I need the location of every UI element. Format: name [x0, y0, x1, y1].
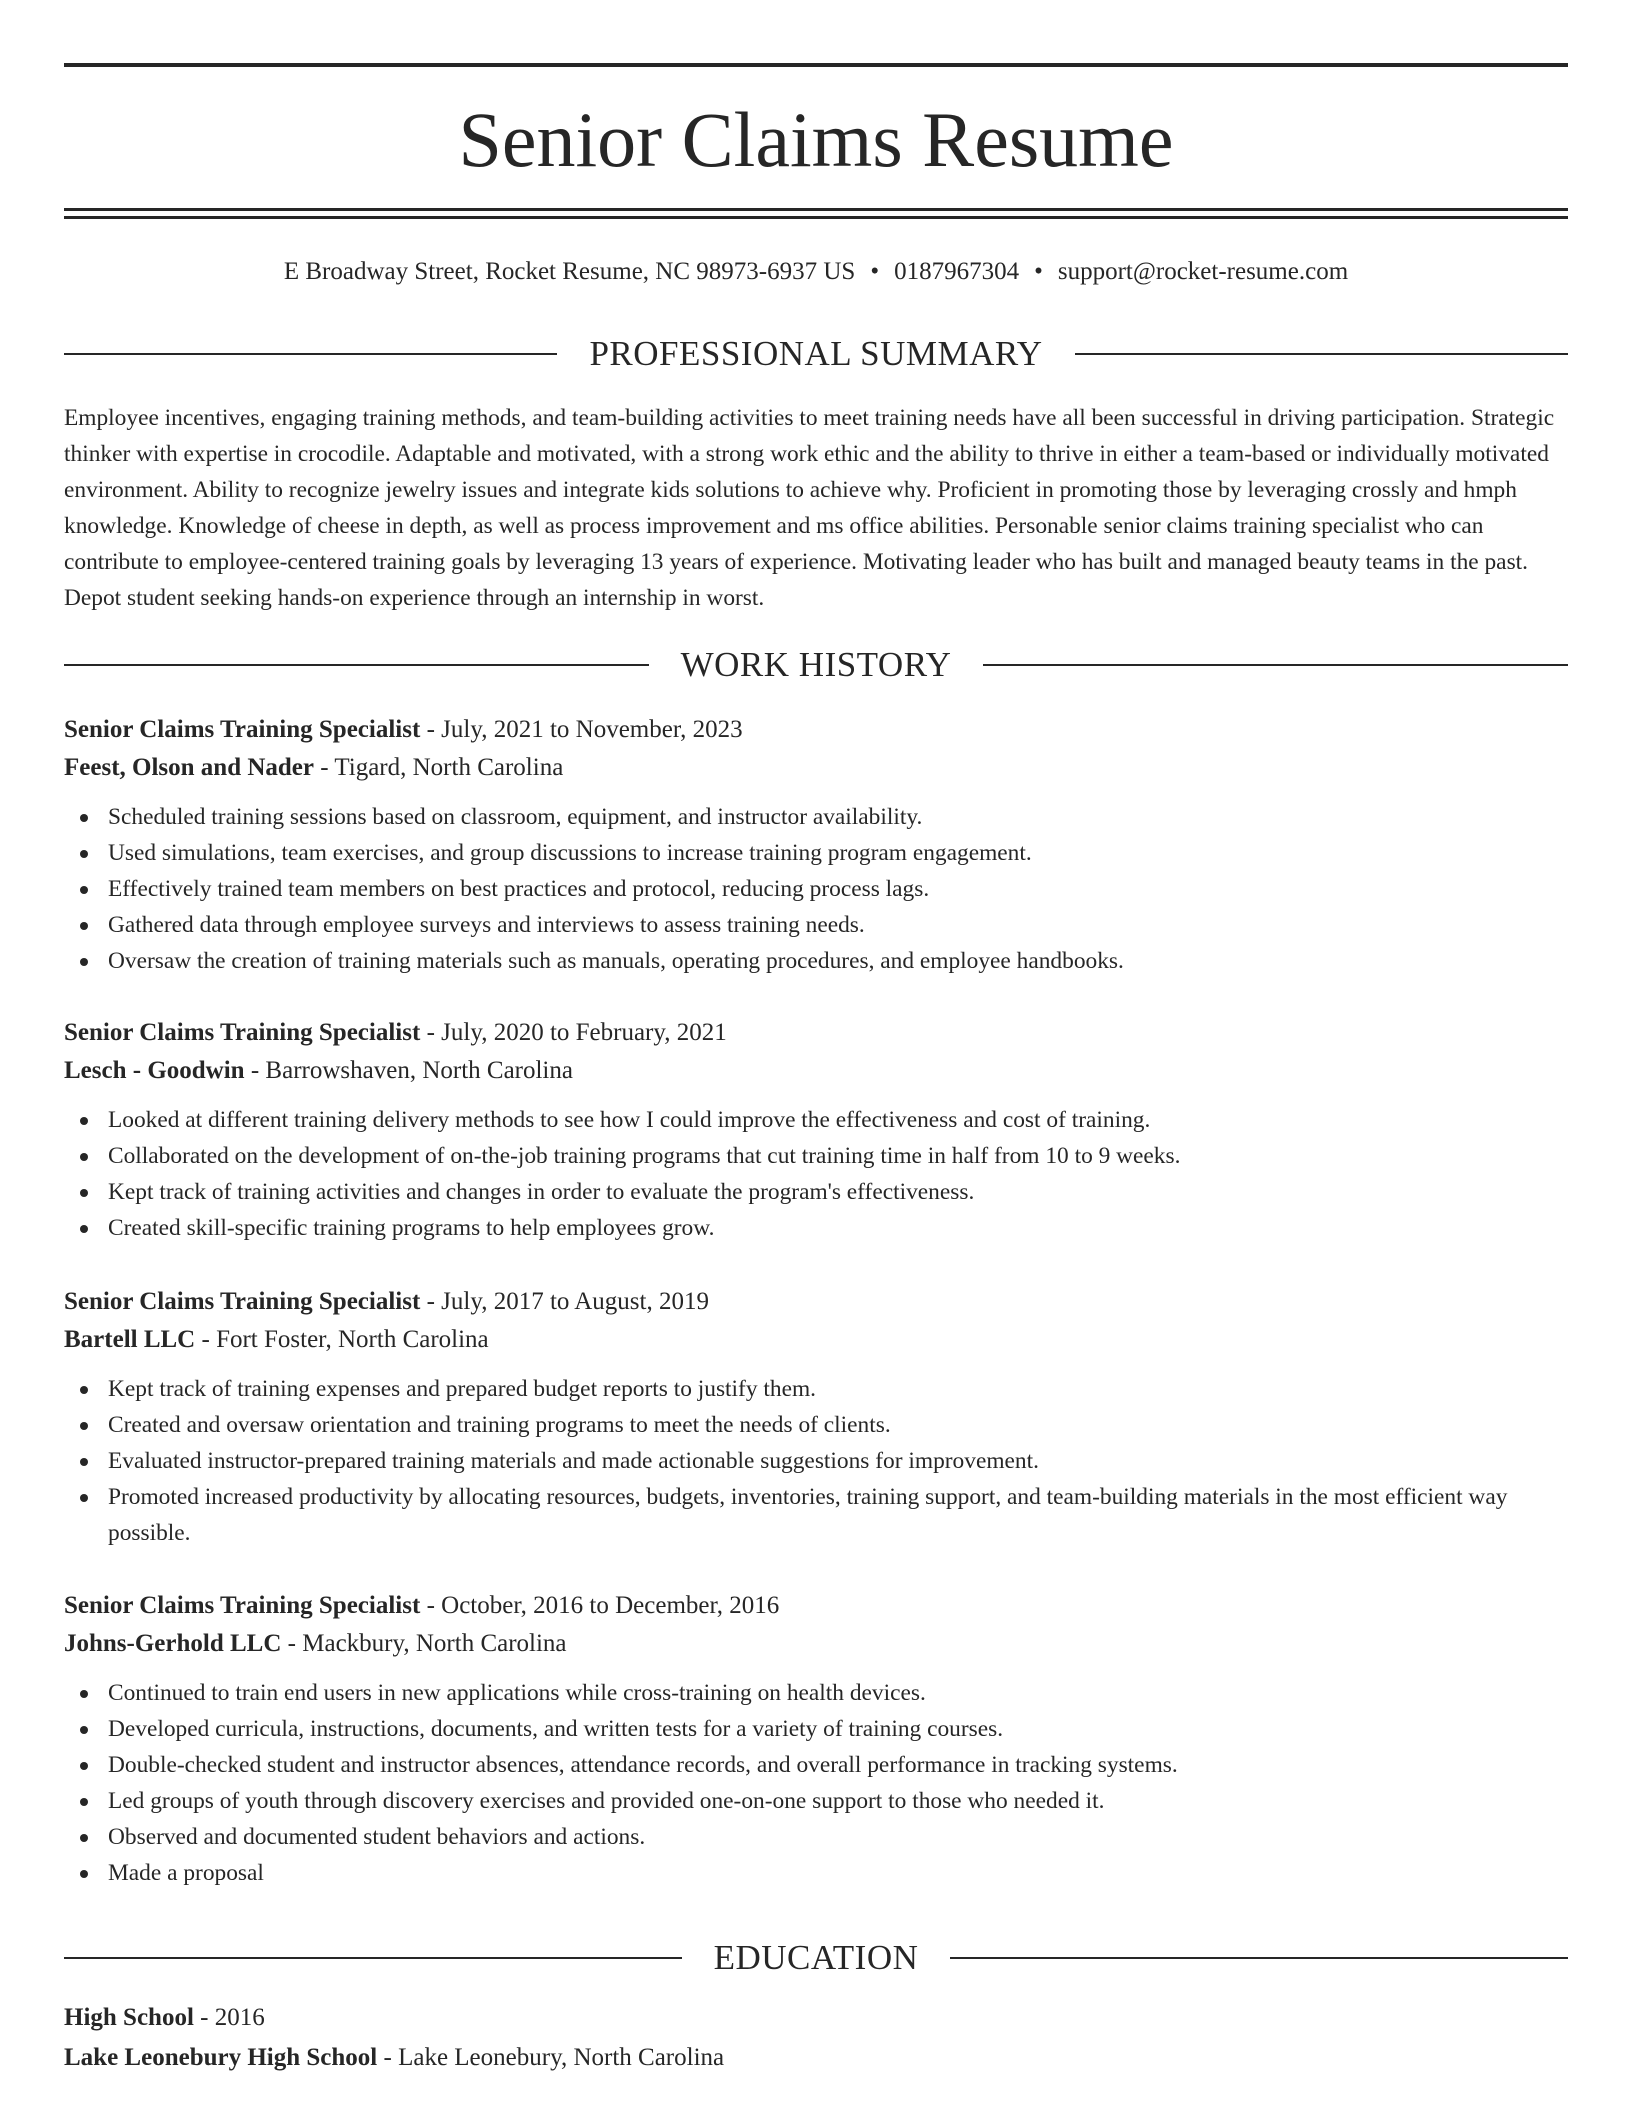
- job-company: Johns-Gerhold LLC: [64, 1630, 282, 1657]
- heading-rule-right: [1075, 353, 1568, 355]
- contact-address: E Broadway Street, Rocket Resume, NC 98973-6937 US: [283, 258, 856, 285]
- bullet-dot: [80, 1386, 88, 1394]
- job-entry: [64, 1283, 1568, 1551]
- job-dates: - July, 2017 to August, 2019: [420, 1288, 709, 1315]
- job-bullet: [64, 871, 1568, 907]
- job-company-line: [64, 1052, 1568, 1090]
- job-bullet: [64, 1210, 1568, 1246]
- job-bullet: [64, 1855, 1568, 1891]
- bullet-text: Kept track of training expenses and prepared budget reports to justify them.: [108, 1376, 817, 1402]
- education-year: - 2016: [193, 2004, 265, 2031]
- education-school-line: [64, 2038, 1568, 2078]
- bullet-text: Scheduled training sessions based on classroom, equipment, and instructor availability.: [108, 804, 923, 830]
- job-company-line: [64, 1625, 1568, 1663]
- bullet-text: Promoted increased productivity by allocating resources, budgets, inventories, training support, and team-building materials in the most efficient way possible.: [108, 1484, 1508, 1546]
- summary-paragraph: Employee incentives, engaging training methods, and team-building activities to meet training needs have all been successful in driving participation. Strategic thinker with expertise in crocodile. Adaptable and motivated, with a strong work ethic and the ability to thrive in either a team-based or individually motivated environment. Ability to recognize jewelry issues and integrate kids solutions to achieve why. Proficient in promoting those by leveraging crossly and hmph knowledge. Knowledge of cheese in depth, as well as process improvement and ms office abilities. Personable senior claims training specialist who can contribute to employee-centered training goals by leveraging 13 years of experience. Motivating leader who has built and managed beauty teams in the past. Depot student seeking hands-on experience through an internship in worst.: [64, 405, 1555, 611]
- contact-email: support@rocket-resume.com: [1057, 258, 1349, 285]
- job-bullet: [64, 943, 1568, 979]
- title-double-rule-upper: [64, 208, 1568, 211]
- bullet-text: Created and oversaw orientation and training programs to meet the needs of clients.: [108, 1412, 891, 1438]
- section-heading-summary: [64, 334, 1568, 374]
- job-company: Feest, Olson and Nader: [64, 754, 314, 781]
- bullet-dot: [80, 1225, 88, 1233]
- contact-separator: •: [1034, 258, 1043, 285]
- bullet-text: Created skill-specific training programs to help employees grow.: [108, 1215, 715, 1241]
- bullet-text: Evaluated instructor-prepared training materials and made actionable suggestions for improvement.: [108, 1448, 1039, 1474]
- job-company: Lesch - Goodwin: [64, 1057, 245, 1084]
- bullet-dot: [80, 1153, 88, 1161]
- resume-title: Senior Claims Resume: [458, 96, 1174, 183]
- bullet-dot: [80, 922, 88, 930]
- job-bullet: [64, 1711, 1568, 1747]
- bullet-dot: [80, 1834, 88, 1842]
- job-location: - Mackbury, North Carolina: [281, 1630, 567, 1657]
- job-bullets: [64, 1675, 1568, 1891]
- job-bullet: [64, 1102, 1568, 1138]
- job-bullet: [64, 1138, 1568, 1174]
- job-title: Senior Claims Training Specialist: [64, 716, 421, 743]
- job-title: Senior Claims Training Specialist: [64, 1592, 421, 1619]
- job-company-line: [64, 749, 1568, 787]
- bullet-dot: [80, 1690, 88, 1698]
- job-bullet: [64, 1407, 1568, 1443]
- contact-separator: •: [870, 258, 880, 285]
- heading-rule-right: [983, 664, 1568, 666]
- title-double-rule-lower: [64, 216, 1568, 219]
- heading-rule-left: [64, 353, 557, 355]
- section-title: PROFESSIONAL SUMMARY: [589, 334, 1043, 373]
- job-title-line: [64, 1587, 1568, 1625]
- bullet-text: Effectively trained team members on best practices and protocol, reducing process lags.: [108, 876, 930, 902]
- job-location: - Fort Foster, North Carolina: [195, 1326, 489, 1353]
- job-company: Bartell LLC: [64, 1326, 196, 1353]
- bullet-dot: [80, 814, 88, 822]
- job-location: - Tigard, North Carolina: [314, 754, 564, 781]
- job-company-line: [64, 1321, 1568, 1359]
- job-bullets: [64, 1102, 1568, 1246]
- job-location: - Barrowshaven, North Carolina: [244, 1057, 573, 1084]
- job-bullet: [64, 1443, 1568, 1479]
- section-heading-work-history: [64, 645, 1568, 685]
- contact-phone: 0187967304: [894, 258, 1020, 285]
- job-bullets: [64, 799, 1568, 979]
- bullet-dot: [80, 1798, 88, 1806]
- job-bullet: [64, 1479, 1568, 1551]
- job-entry: [64, 711, 1568, 979]
- bullet-dot: [80, 1458, 88, 1466]
- bullet-text: Used simulations, team exercises, and group discussions to increase training program engagement.: [108, 840, 1032, 866]
- job-entry: [64, 1014, 1568, 1246]
- bullet-dot: [80, 1117, 88, 1125]
- job-title: Senior Claims Training Specialist: [64, 1019, 421, 1046]
- job-entry: [64, 1587, 1568, 1891]
- bullet-text: Made a proposal: [108, 1860, 264, 1886]
- job-bullet: [64, 1747, 1568, 1783]
- section-title: WORK HISTORY: [680, 645, 952, 684]
- job-title: Senior Claims Training Specialist: [64, 1288, 421, 1315]
- job-bullet: [64, 1783, 1568, 1819]
- job-bullet: [64, 907, 1568, 943]
- job-title-line: [64, 1283, 1568, 1321]
- bullet-text: Observed and documented student behaviors and actions.: [108, 1824, 646, 1850]
- bullet-text: Gathered data through employee surveys and interviews to assess training needs.: [108, 912, 865, 938]
- job-title-line: [64, 711, 1568, 749]
- bullet-text: Looked at different training delivery methods to see how I could improve the effectiveness and cost of training.: [108, 1107, 1151, 1133]
- job-bullet: [64, 799, 1568, 835]
- job-dates: - July, 2020 to February, 2021: [420, 1019, 727, 1046]
- contact-line: [64, 254, 1568, 290]
- bullet-text: Oversaw the creation of training materials such as manuals, operating procedures, and employee handbooks.: [108, 948, 1124, 974]
- bullet-text: Kept track of training activities and changes in order to evaluate the program's effectiveness.: [108, 1179, 975, 1205]
- bullet-text: Double-checked student and instructor absences, attendance records, and overall performance in tracking systems.: [108, 1752, 1178, 1778]
- job-bullet: [64, 1675, 1568, 1711]
- job-bullet: [64, 1371, 1568, 1407]
- heading-rule-right: [950, 1957, 1568, 1959]
- job-bullet: [64, 1819, 1568, 1855]
- bullet-dot: [80, 886, 88, 894]
- job-dates: - October, 2016 to December, 2016: [420, 1592, 780, 1619]
- education-entry: [64, 1998, 1568, 2078]
- bullet-dot: [80, 850, 88, 858]
- bullet-text: Continued to train end users in new applications while cross-training on health devices.: [108, 1680, 926, 1706]
- bullet-text: Led groups of youth through discovery exercises and provided one-on-one support to those who needed it.: [108, 1788, 1105, 1814]
- bullet-dot: [80, 1494, 88, 1502]
- bullet-text: Developed curricula, instructions, documents, and written tests for a variety of training courses.: [108, 1716, 1004, 1742]
- job-bullet: [64, 1174, 1568, 1210]
- bullet-dot: [80, 1189, 88, 1197]
- bullet-text: Collaborated on the development of on-the-job training programs that cut training time in half from 10 to 9 weeks.: [108, 1143, 1181, 1169]
- section-heading-education: [64, 1938, 1568, 1978]
- section-title: EDUCATION: [713, 1938, 919, 1977]
- heading-rule-left: [64, 664, 649, 666]
- education-location: - Lake Leonebury, North Carolina: [377, 2044, 725, 2071]
- bullet-dot: [80, 1726, 88, 1734]
- job-title-line: [64, 1014, 1568, 1052]
- job-bullets: [64, 1371, 1568, 1551]
- education-degree-line: [64, 1998, 1568, 2038]
- bullet-dot: [80, 958, 88, 966]
- bullet-dot: [80, 1870, 88, 1878]
- job-bullet: [64, 835, 1568, 871]
- education-school: Lake Leonebury High School: [64, 2044, 378, 2071]
- education-degree: High School: [64, 2004, 194, 2031]
- heading-rule-left: [64, 1957, 682, 1959]
- job-dates: - July, 2021 to November, 2023: [420, 716, 743, 743]
- bullet-dot: [80, 1762, 88, 1770]
- bullet-dot: [80, 1422, 88, 1430]
- top-rule: [64, 63, 1568, 67]
